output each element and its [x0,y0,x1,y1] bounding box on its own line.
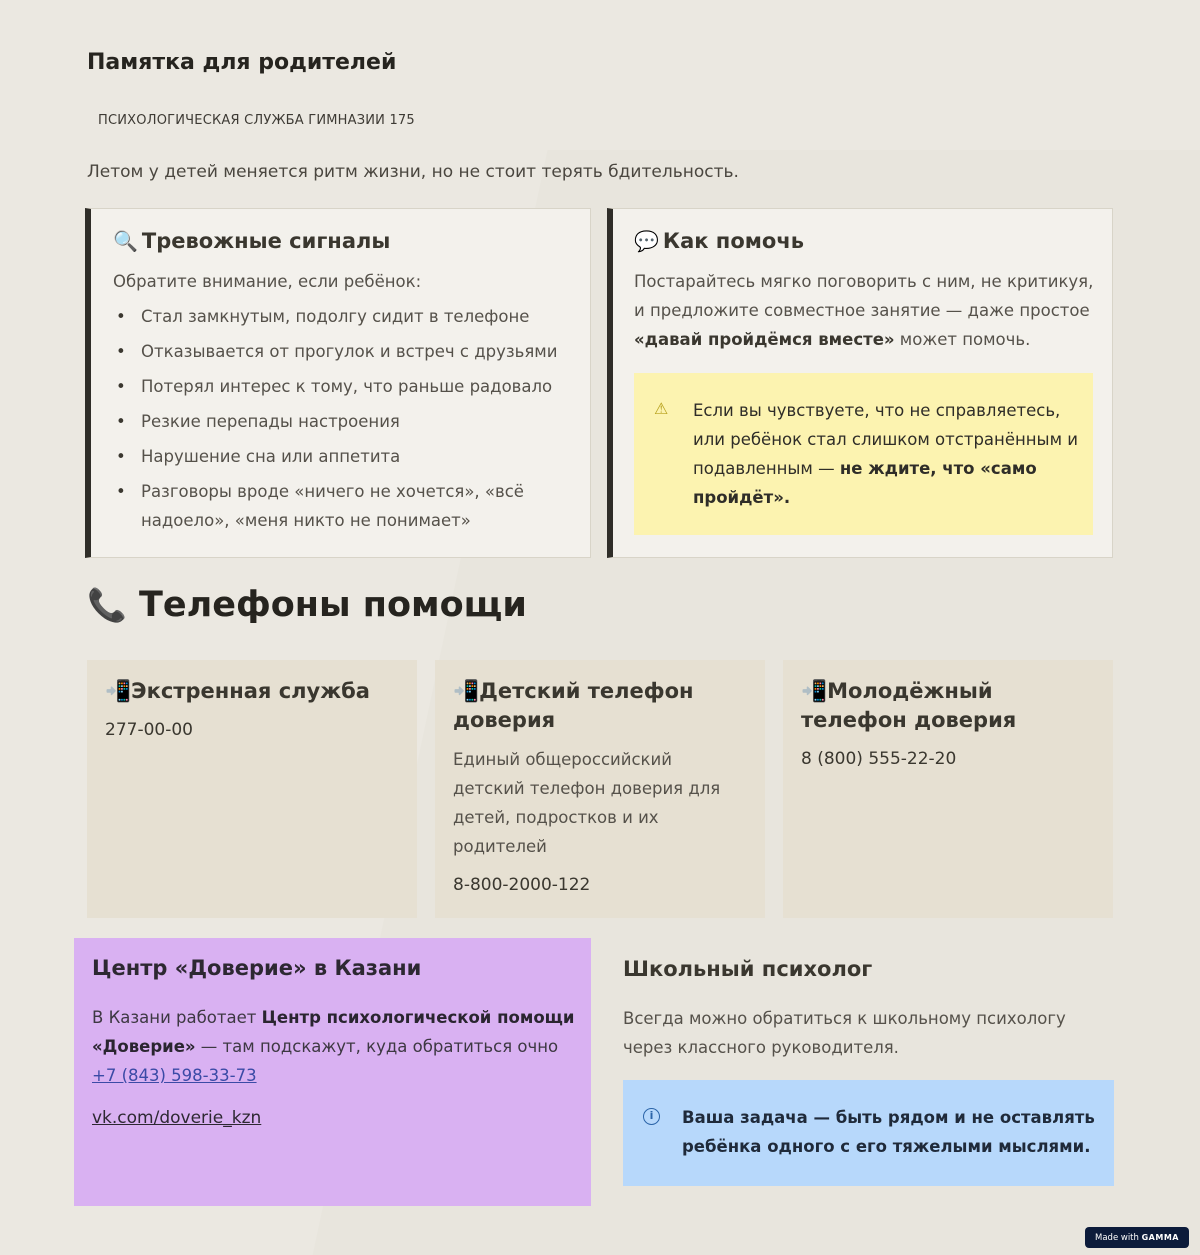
mobile-phone-icon: 📲 [105,679,132,703]
psychologist-text: Всегда можно обратиться к школьному психологу через классного руководителя. [623,1009,1066,1057]
list-item: • Нарушение сна или аппетита [113,442,566,471]
warning-signals-lead: Обратите внимание, если ребёнок: [113,272,422,291]
list-item: • Отказывается от прогулок и встреч с друзьями [113,337,566,366]
center-phone-link[interactable]: +7 (843) 598-33-73 [92,1066,257,1085]
center-doverie-card [74,938,591,1206]
phone-number[interactable]: 277-00-00 [105,720,193,740]
psychologist-title: Школьный психолог [623,957,873,981]
phone-number[interactable]: 8-800-2000-122 [453,875,591,895]
phone-card-title: 📲Экстренная служба [105,679,370,703]
speech-bubble-icon: 💬 [634,229,659,253]
warning-signals-title: 🔍 Тревожные сигналы [113,229,391,253]
warning-triangle-icon: ⚠ [654,399,669,418]
center-doverie-title: Центр «Доверие» в Казани [92,956,422,980]
phone-card-emergency [87,660,417,918]
list-item: • Разговоры вроде «ничего не хочется», «всё надоело», «меня никто не понимает» [113,477,566,535]
phones-section-title: 📞 Телефоны помощи [87,585,527,625]
magnifier-icon: 🔍 [113,229,138,253]
warning-callout-text: Если вы чувствуете, что не справляетесь, или ребёнок стал слишком отстранённым и подавленным — не ждите, что «само пройдёт». [693,401,1078,507]
list-item: • Стал замкнутым, подолгу сидит в телефоне [113,302,566,331]
info-callout [623,1080,1114,1186]
vk-link[interactable]: vk.com/doverie_kzn [92,1108,262,1128]
phone-card-youth-helpline [783,660,1113,918]
phone-number[interactable]: 8 (800) 555-22-20 [801,749,957,769]
warning-signals-card [85,208,591,558]
warning-signals-list [113,302,566,535]
info-circle-icon: i [643,1108,660,1125]
page-subtitle: ПСИХОЛОГИЧЕСКАЯ СЛУЖБА ГИМНАЗИИ 175 [98,113,415,128]
telephone-icon: 📞 [87,586,127,624]
mobile-phone-icon: 📲 [453,679,480,703]
page-title: Памятка для родителей [87,50,397,75]
made-with-gamma-badge[interactable]: Made with GAMMA [1085,1227,1189,1248]
intro-text: Летом у детей меняется ритм жизни, но не стоит терять бдительность. [87,162,739,182]
phone-card-children-helpline [435,660,765,918]
phone-card-title: 📲Молодёжный телефон доверия [801,679,1017,732]
list-item: • Потерял интерес к тому, что раньше радовало [113,372,566,401]
list-item: • Резкие перепады настроения [113,407,566,436]
mobile-phone-icon: 📲 [801,679,828,703]
info-callout-text: Ваша задача — быть рядом и не оставлять ребёнка одного с его тяжелыми мыслями. [682,1108,1095,1156]
warning-callout [634,373,1093,535]
phone-card-description: Единый общероссийский детский телефон доверия для детей, подростков и их родителей [453,750,721,856]
center-doverie-text: В Казани работает Центр психологической помощи «Доверие» — там подскажут, куда обратиться очно +7 (843) 598-33-73 [92,1008,575,1085]
how-to-help-title: 💬 Как помочь [634,229,805,253]
how-to-help-text: Постарайтесь мягко поговорить с ним, не критикуя, и предложите совместное занятие — даже простое «давай пройдёмся вместе» может помочь. [634,272,1094,349]
phone-card-title: 📲Детский телефон доверия [453,679,694,732]
